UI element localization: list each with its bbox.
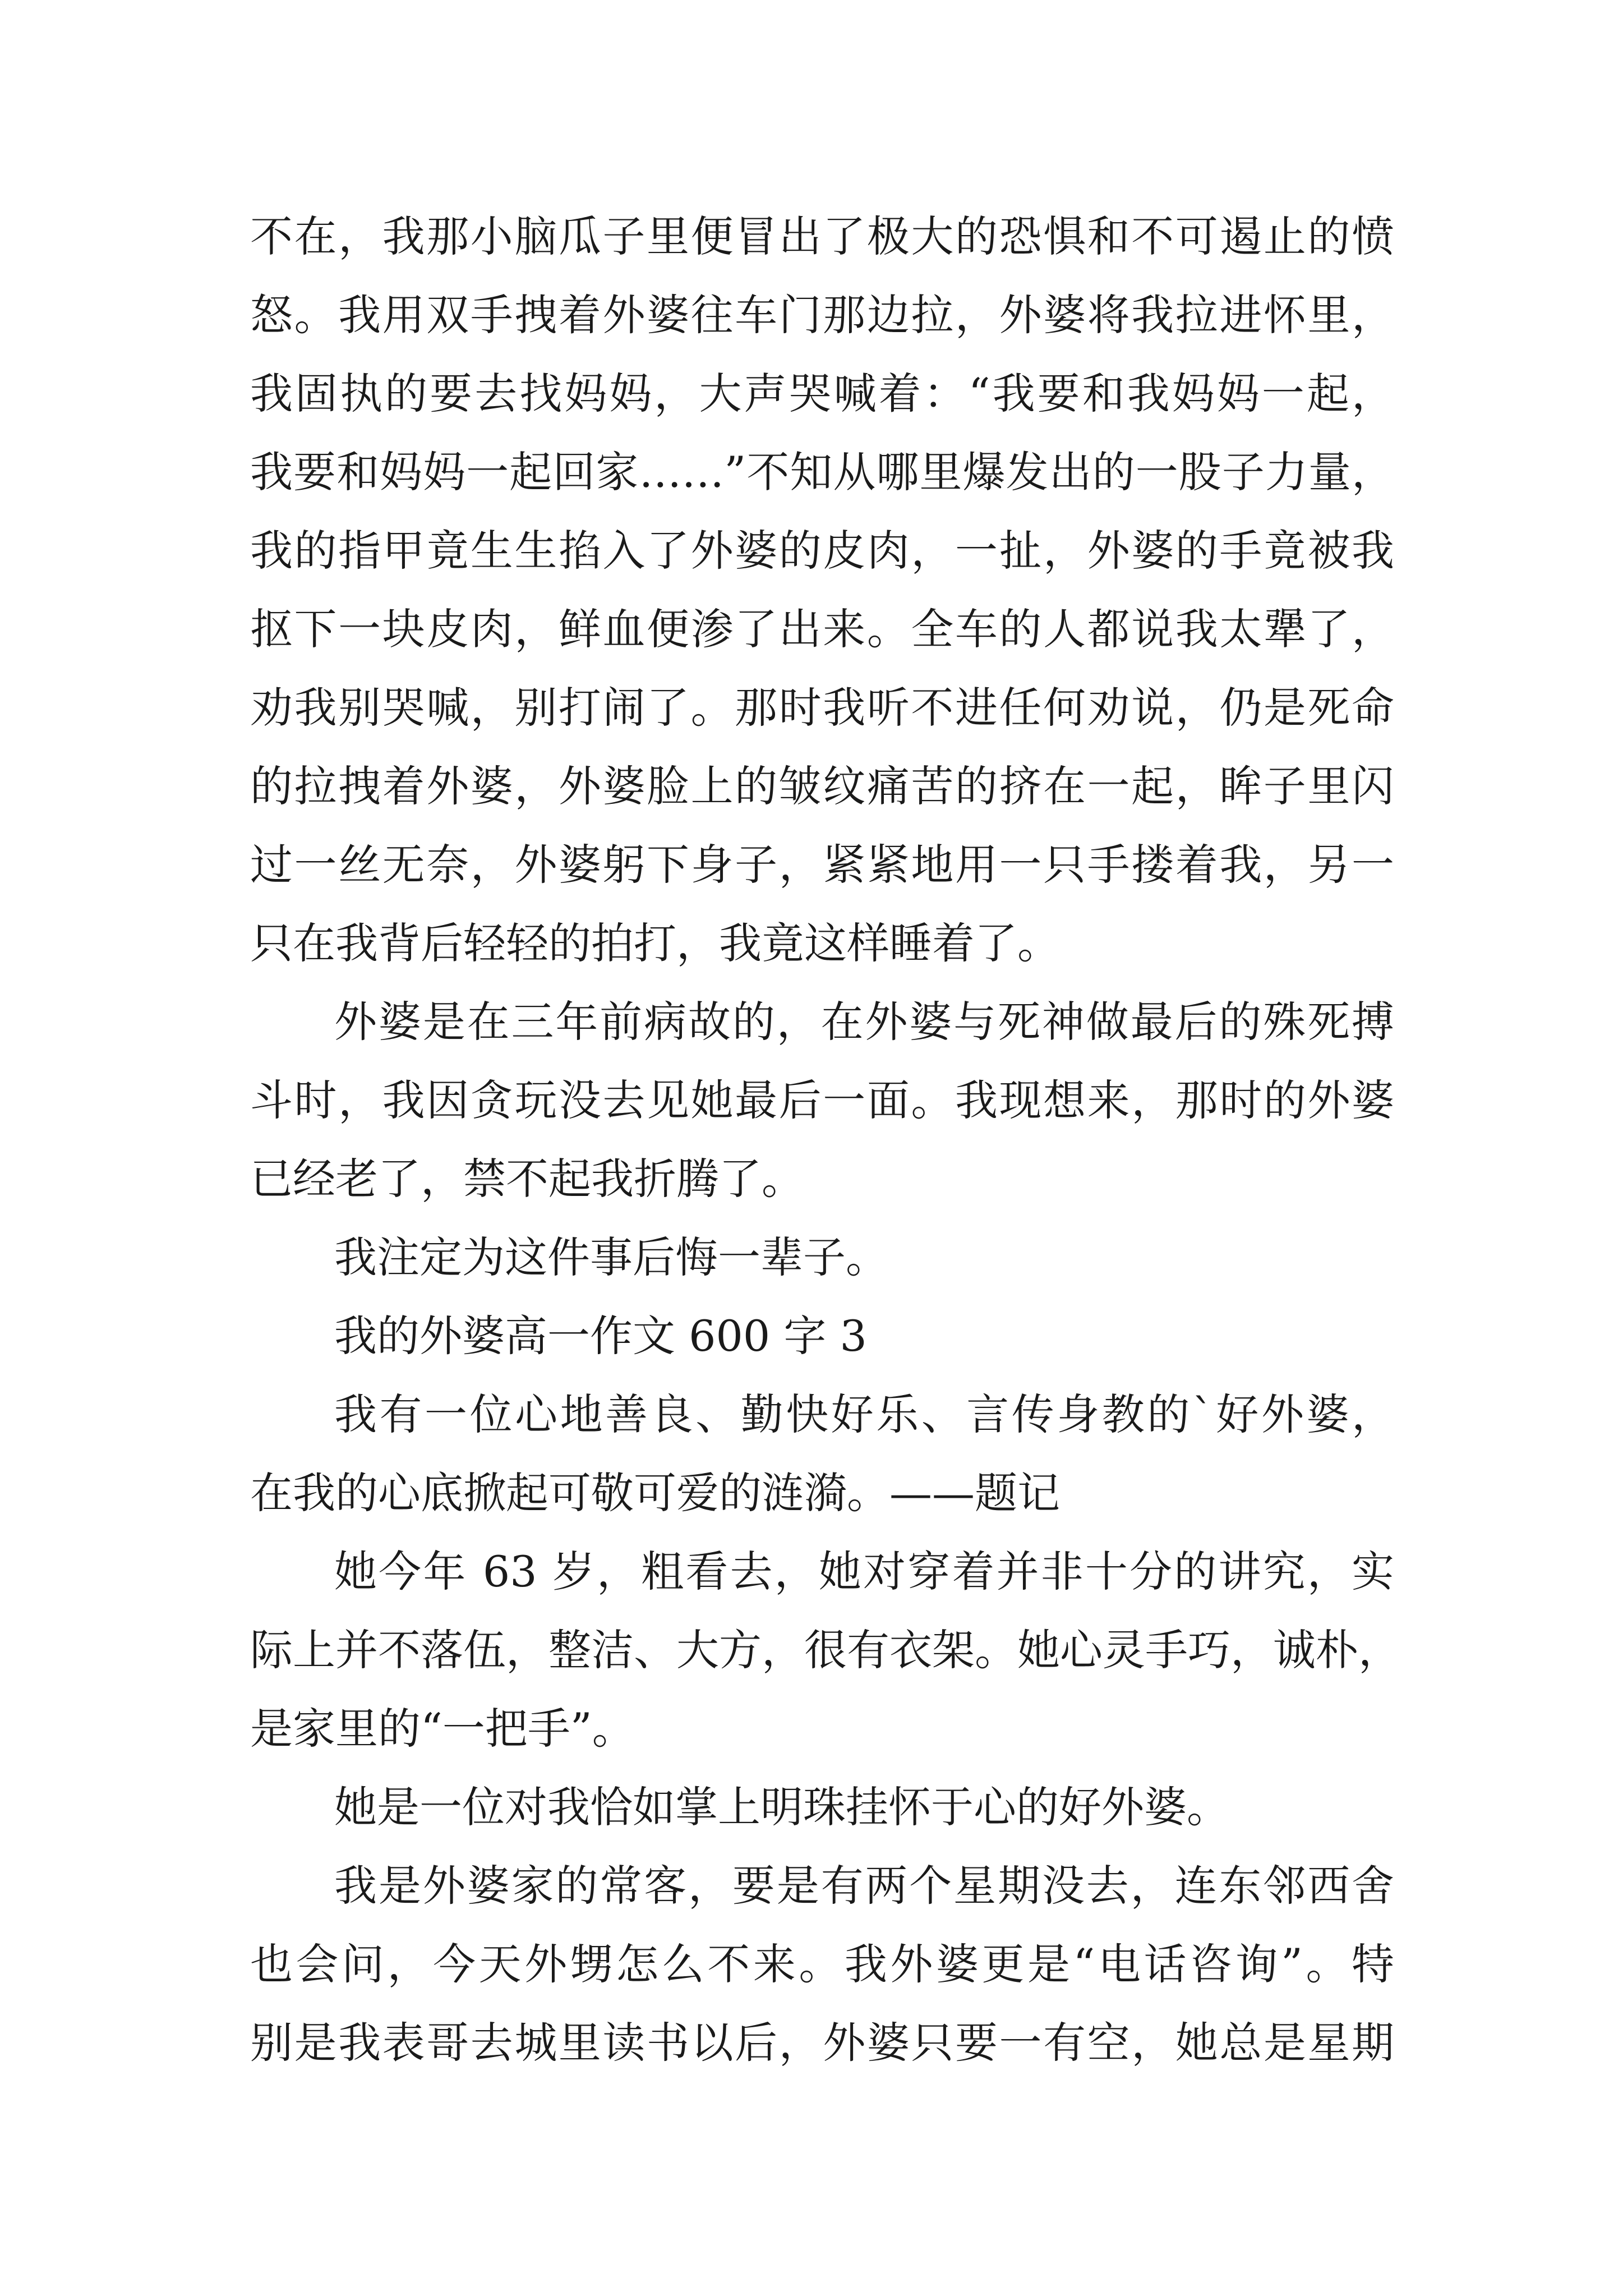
text-line: 怒。我用双手拽着外婆往车门那边拉，外婆将我拉进怀里，	[250, 290, 1394, 340]
text-line: 际上并不落伍，整洁、大方，很有衣架。她心灵手巧，诚朴，	[250, 1625, 1401, 1675]
text-line: 是家里的“一把手”。	[250, 1704, 635, 1754]
text-line: 只在我背后轻轻的拍打，我竟这样睡着了。	[250, 918, 1060, 968]
text-line: 也会问，今天外甥怎么不来。我外婆更是“电话咨询”。特	[250, 1939, 1394, 1989]
text-line: 的拉拽着外婆，外婆脸上的皱纹痛苦的挤在一起，眸子里闪	[250, 761, 1394, 811]
text-line: 劝我别哭喊，别打闹了。那时我听不进任何劝说，仍是死命	[250, 683, 1394, 733]
text-line: 我的指甲竟生生掐入了外婆的皮肉，一扯，外婆的手竟被我	[250, 526, 1394, 576]
text-line: 过一丝无奈，外婆躬下身子，紧紧地用一只手搂着我，另一	[250, 840, 1394, 890]
paragraph-first-line: 我是外婆家的常客，要是有两个星期没去，连东邻西舍	[334, 1861, 1394, 1911]
section-heading: 我的外婆高一作文 600 字 3	[334, 1311, 867, 1361]
paragraph-first-line: 外婆是在三年前病故的，在外婆与死神做最后的殊死搏	[334, 997, 1394, 1047]
text-line: 抠下一块皮肉，鲜血便渗了出来。全车的人都说我太犟了，	[250, 604, 1394, 654]
paragraph-first-line: 我注定为这件事后悔一辈子。	[334, 1232, 888, 1282]
text-line: 已经老了，禁不起我折腾了。	[250, 1154, 804, 1204]
text-line: 不在，我那小脑瓜子里便冒出了极大的恐惧和不可遏止的愤	[250, 211, 1394, 261]
paragraph-first-line: 我有一位心地善良、勤快好乐、言传身教的`好外婆，	[334, 1389, 1394, 1439]
text-line: 斗时，我因贪玩没去见她最后一面。我现想来，那时的外婆	[250, 1075, 1394, 1125]
text-line: 在我的心底掀起可敬可爱的涟漪。——题记	[250, 1468, 1060, 1518]
text-line: 我固执的要去找妈妈，大声哭喊着：“我要和我妈妈一起，	[250, 369, 1394, 418]
paragraph-first-line: 她今年 63 岁，粗看去，她对穿着并非十分的讲究，实	[334, 1547, 1394, 1596]
paragraph-first-line: 她是一位对我恰如掌上明珠挂怀于心的好外婆。	[334, 1782, 1229, 1832]
text-line: 我要和妈妈一起回家……”不知从哪里爆发出的一股子力量，	[250, 447, 1394, 497]
text-line: 别是我表哥去城里读书以后，外婆只要一有空，她总是星期	[250, 2018, 1394, 2068]
